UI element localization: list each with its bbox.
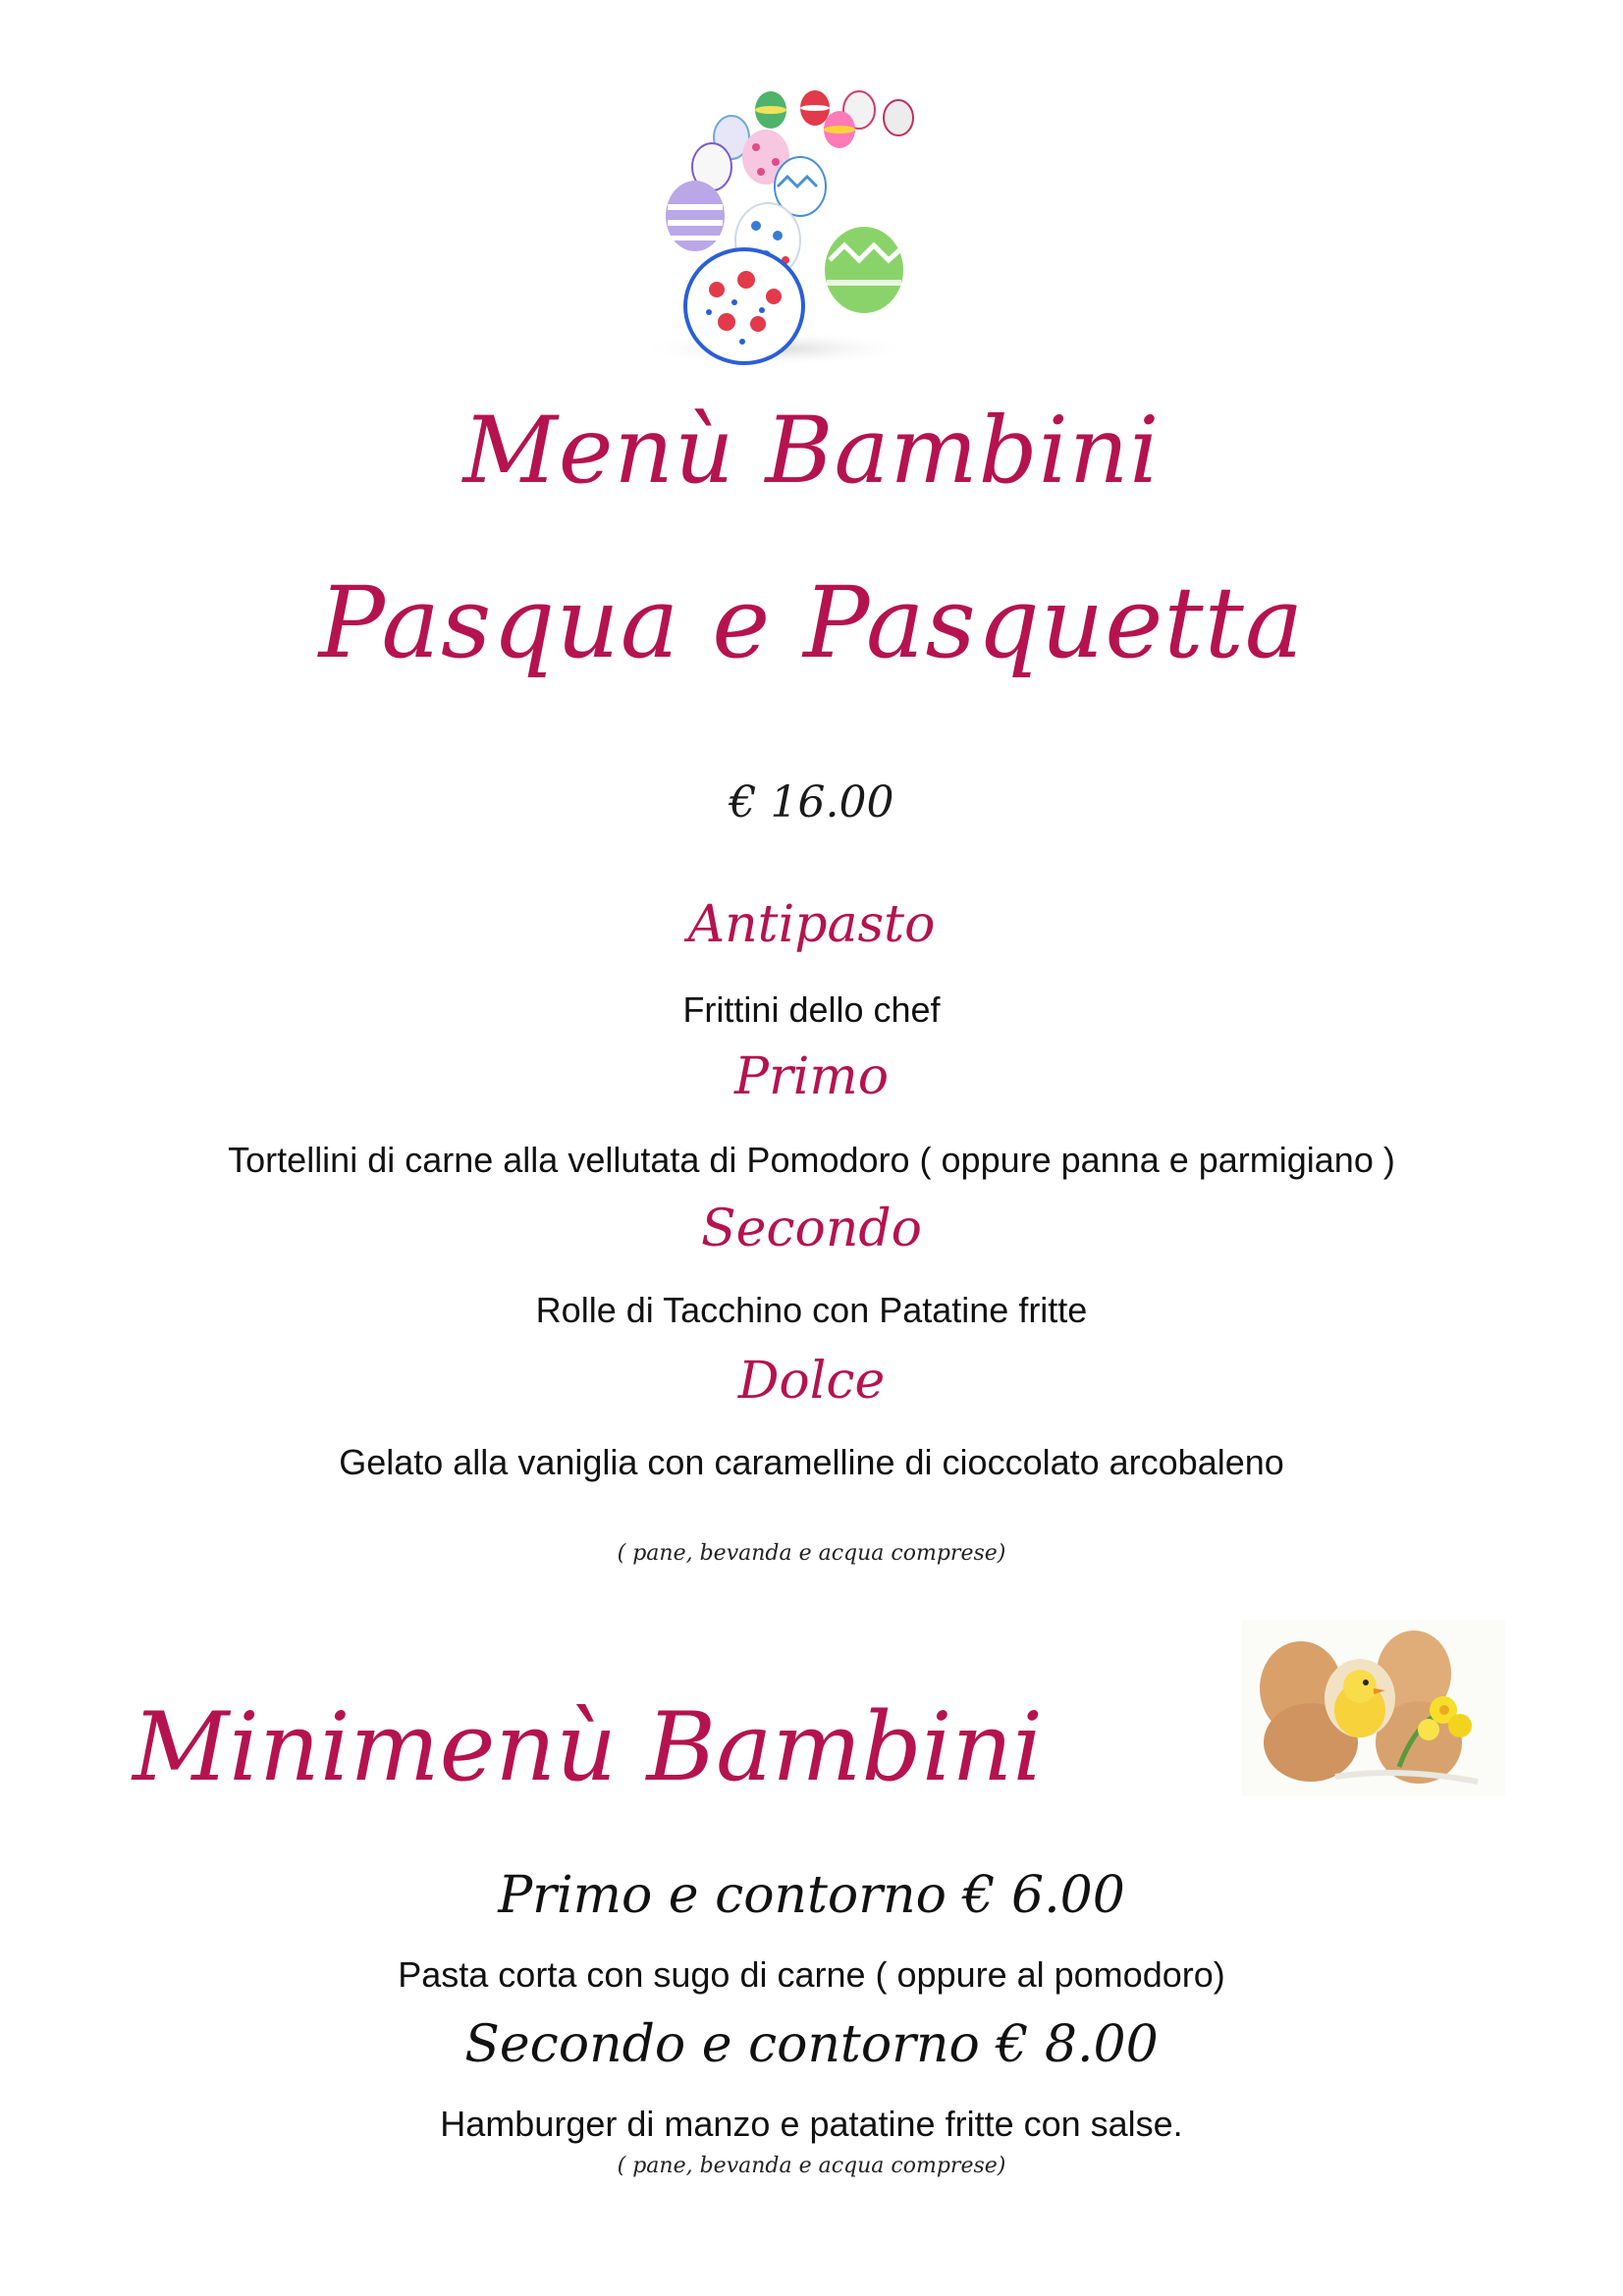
course-title-secondo: Secondo xyxy=(701,1200,922,1258)
minimenu-option1-title: Primo e contorno € 6.00 xyxy=(498,1866,1125,1925)
minimenu-note: ( pane, bevanda e acqua comprese) xyxy=(617,2154,1006,2178)
course-title-antipasto: Antipasto xyxy=(687,895,936,954)
minimenu-option2-dish: Hamburger di manzo e patatine fritte con salse. xyxy=(440,2104,1183,2144)
chick-in-egg-image xyxy=(1242,1620,1505,1796)
course-dish-secondo: Rolle di Tacchino con Patatine fritte xyxy=(535,1290,1088,1330)
menu-note: ( pane, bevanda e acqua comprese) xyxy=(617,1541,1006,1566)
course-title-dolce: Dolce xyxy=(737,1352,886,1411)
minimenu-title: Minimenù Bambini xyxy=(133,1692,1044,1802)
menu-title: Menù Bambini xyxy=(462,398,1161,505)
easter-eggs-image xyxy=(628,88,943,373)
menu-subtitle: Pasqua e Pasquetta xyxy=(318,565,1305,680)
course-dish-antipasto: Frittini dello chef xyxy=(682,989,941,1030)
menu-price: € 16.00 xyxy=(729,777,894,828)
minimenu-option1-dish: Pasta corta con sugo di carne ( oppure al pomodoro) xyxy=(398,1954,1225,1995)
course-title-primo: Primo xyxy=(733,1047,890,1106)
course-dish-dolce: Gelato alla vaniglia con caramelline di cioccolato arcobaleno xyxy=(339,1442,1284,1482)
course-dish-primo: Tortellini di carne alla vellutata di Pomodoro ( oppure panna e parmigiano ) xyxy=(228,1140,1395,1180)
minimenu-option2-title: Secondo e contorno € 8.00 xyxy=(464,2015,1159,2074)
